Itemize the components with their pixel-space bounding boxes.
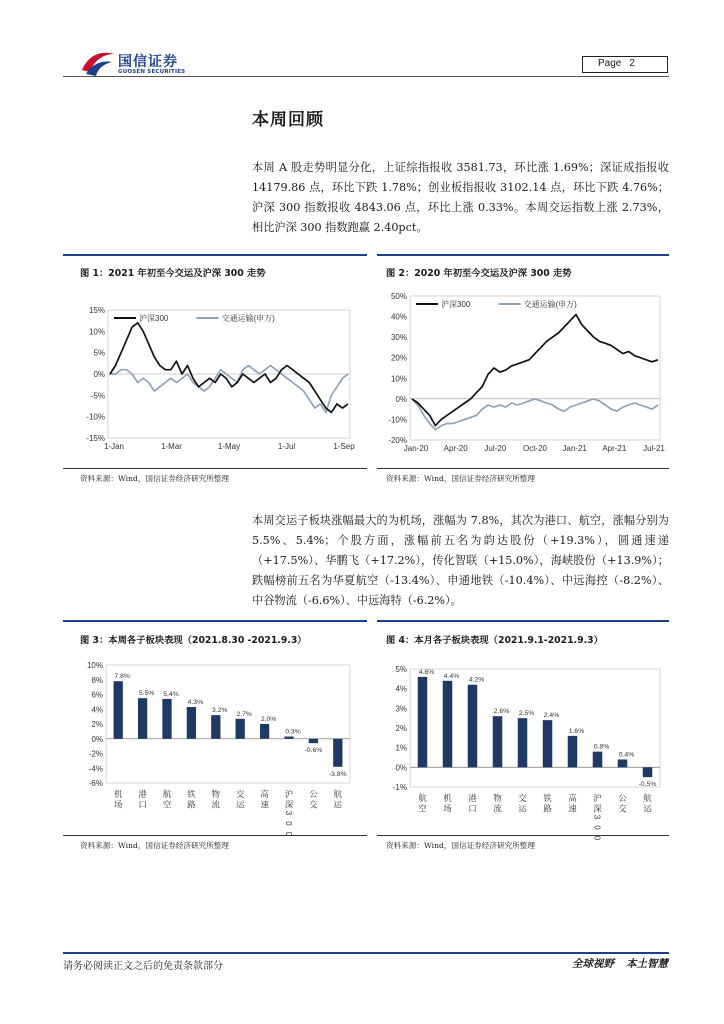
category-label-char: 公 [618, 793, 627, 803]
bar-value-label: 0.8% [593, 743, 610, 751]
legend-label: 沪深300 [441, 300, 471, 309]
section-title: 本周回顾 [252, 110, 324, 130]
bar [211, 715, 220, 739]
category-label-char: 铁 [187, 789, 196, 799]
bar [518, 718, 528, 767]
category-label-char: 交 [618, 803, 627, 814]
y-tick-label: 4% [395, 684, 407, 694]
bar [138, 698, 147, 739]
category-label-char: 航 [643, 793, 652, 803]
y-tick-label: 4% [91, 705, 103, 715]
category-label-char: 航 [162, 789, 172, 799]
category-label-char: 运 [235, 799, 245, 810]
bar [236, 719, 245, 739]
category-label-char: 空 [418, 803, 427, 814]
category-label-char: 0 [592, 835, 602, 841]
bar [593, 752, 603, 768]
y-tick-label: 50% [390, 292, 407, 301]
bar-value-label: 3.2% [212, 707, 228, 715]
bar-value-label: -0.5% [638, 781, 657, 789]
y-tick-label: 0% [395, 394, 407, 404]
series-line [110, 366, 348, 413]
bar [333, 739, 342, 767]
bar-value-label: 4.4% [443, 672, 460, 680]
category-label-char: 场 [443, 803, 452, 814]
category-label-char: 0 [592, 825, 602, 830]
bar [443, 681, 453, 768]
x-tick-label: Jul-21 [643, 444, 665, 453]
y-tick-label: 5% [93, 348, 105, 358]
category-label-char: 口 [468, 803, 477, 814]
category-label-char: 运 [333, 799, 343, 810]
category-label-char: 0 [284, 831, 293, 837]
y-tick-label: 20% [390, 353, 407, 363]
x-tick-label: Jan-20 [403, 444, 429, 453]
category-label-char: 路 [187, 799, 196, 810]
bar-value-label: -0.6% [304, 747, 323, 755]
category-label-char: 物 [493, 793, 502, 803]
fig4-bottom-rule [377, 835, 669, 836]
fig1-line-chart [78, 290, 356, 458]
bar [543, 720, 553, 767]
category-label-char: 沪 [284, 789, 294, 799]
category-label-char: 0 [284, 821, 293, 826]
sector-performance-paragraph: 本周交运子板块涨幅最大的为机场，涨幅为 7.8%，其次为港口、航空，涨幅分别为 5.5%、5.4%；个股方面，涨幅前五名为韵达股份（+19.3%），圆通速递（+17.5%）、华鹏飞（+17.2%），传化智联（+15.0%），海峡股份（+13.9%）；跌幅榜前五名为华夏航空（-13.4%）、申通地铁（-10.4%）、中远海控（-8.2%）、中谷物流（-6.6%）、中远海特（-6.2%）。 [252, 514, 669, 607]
category-label-char: 运 [518, 803, 527, 814]
y-tick-label: 10% [86, 661, 103, 670]
category-label-char: 空 [162, 799, 172, 810]
category-label-char: 机 [443, 793, 452, 803]
bar-value-label: 2.6% [493, 708, 510, 716]
bar-value-label: 4.6% [418, 668, 435, 676]
fig4-top-rule [377, 620, 669, 622]
fig2-bottom-rule [377, 468, 669, 469]
bar [618, 759, 628, 767]
series-line [110, 323, 348, 413]
y-tick-label: 15% [88, 306, 105, 315]
x-tick-label: 1-Jan [103, 442, 125, 451]
bar-value-label: 0.3% [285, 728, 301, 736]
y-tick-label: -5% [90, 391, 105, 401]
footer-slogan [560, 956, 668, 971]
y-tick-label: -2% [88, 749, 103, 759]
fig4-bar-chart [382, 655, 666, 841]
category-label-char: 3 [284, 810, 293, 816]
bar-value-label: 4.2% [468, 676, 485, 684]
legend-label: 交通运输(申万) [221, 314, 275, 323]
y-tick-label: 40% [390, 312, 407, 322]
legend-label: 沪深300 [139, 314, 169, 323]
x-tick-label: Apr-21 [602, 444, 627, 453]
x-tick-label: Jul-20 [484, 444, 507, 453]
category-label-char: 港 [138, 789, 147, 799]
bar [468, 685, 478, 768]
fig1-title: 图 1：2021 年初至今交运及沪深 300 走势 [80, 268, 266, 279]
category-label-char: 交 [518, 793, 527, 803]
bar-value-label: 5.4% [163, 690, 179, 698]
y-tick-label: 10% [390, 374, 407, 384]
category-label-char: 深 [284, 799, 294, 810]
category-label-char: 港 [468, 793, 477, 803]
fig3-bar-chart [78, 655, 358, 837]
y-tick-label: 30% [390, 333, 407, 343]
y-tick-label: 2% [91, 720, 103, 729]
header-divider [63, 76, 669, 77]
bar [114, 681, 123, 739]
category-label-char: 机 [113, 789, 123, 799]
y-tick-label: -10% [388, 415, 407, 425]
y-tick-label: 3% [395, 704, 407, 714]
bar-value-label: 1.6% [568, 727, 585, 735]
bar [418, 677, 428, 767]
y-tick-label: 0% [93, 370, 105, 379]
category-label-char: 沪 [593, 793, 602, 803]
bar-value-label: 2.5% [518, 710, 535, 718]
legend-label: 交通运输(申万) [523, 300, 577, 309]
category-label-char: 3 [592, 814, 602, 820]
x-tick-label: 1-Sep [333, 442, 355, 451]
page-label: Page [598, 58, 622, 69]
y-tick-label: -10% [86, 412, 105, 422]
fig3-source: 资料来源：Wind，国信证券经济研究所整理 [80, 841, 229, 850]
category-label-char: 路 [543, 803, 552, 814]
bar-value-label: 2.7% [236, 710, 252, 718]
slogan-global: 全球视野 [572, 958, 614, 970]
x-tick-label: Apr-20 [443, 444, 468, 453]
category-label-char: 流 [493, 803, 502, 814]
bar-value-label: 0.4% [618, 751, 635, 759]
bar-value-label: 7.8% [114, 673, 130, 681]
fig1-top-rule [63, 254, 367, 256]
fig4-title: 图 4：本月各子板块表现（2021.9.1-2021.9.3） [386, 635, 603, 646]
category-label-char: 物 [211, 789, 221, 799]
bar [568, 736, 578, 767]
x-tick-label: 1-Jul [277, 442, 296, 451]
bar-value-label: 5.5% [138, 690, 155, 698]
category-label-char: 交 [309, 799, 318, 810]
bar-value-label: 2.4% [543, 712, 560, 720]
logo-text-en: GUOSEN SECURITIES [118, 69, 186, 75]
bar-value-label: 4.3% [187, 699, 204, 707]
y-tick-label: -4% [88, 764, 103, 774]
category-label-char: 铁 [543, 793, 552, 803]
bar [643, 767, 653, 777]
fig2-line-chart [382, 288, 666, 460]
bar [260, 724, 269, 739]
y-tick-label: 0% [395, 763, 407, 773]
fig3-title: 图 3：本周各子板块表现（2021.8.30 -2021.9.3） [80, 635, 307, 646]
bar [493, 716, 503, 767]
fig2-top-rule [377, 254, 669, 256]
page-indicator [582, 56, 668, 73]
category-label-char: 航 [418, 793, 427, 803]
category-label-char: 流 [211, 799, 221, 810]
guosen-logo-icon [80, 48, 116, 78]
category-label-char: 深 [593, 803, 602, 814]
y-tick-label: 8% [91, 675, 103, 685]
logo-text-cn: 国信证券 [118, 54, 178, 70]
category-label-char: 运 [643, 803, 652, 814]
category-label-char: 速 [260, 799, 269, 810]
category-label-char: 高 [260, 789, 269, 799]
x-tick-label: Oct-20 [522, 444, 548, 453]
y-tick-label: -20% [388, 436, 407, 445]
category-label-char: 航 [333, 789, 343, 799]
page-number: 2 [629, 58, 635, 69]
x-tick-label: 1-May [217, 442, 241, 451]
x-tick-label: Jan-21 [562, 444, 587, 453]
fig1-bottom-rule [63, 468, 367, 469]
category-label-char: 公 [309, 789, 318, 799]
bar-value-label: 2.0% [260, 716, 277, 723]
y-tick-label: -15% [86, 434, 105, 443]
y-tick-label: 1% [395, 743, 407, 753]
y-tick-label: 5% [395, 665, 407, 674]
category-label-char: 场 [113, 799, 123, 810]
bar-value-label: -3.8% [328, 770, 347, 778]
fig3-top-rule [63, 620, 367, 622]
y-tick-label: 10% [88, 327, 105, 337]
y-tick-label: 2% [395, 724, 407, 733]
y-tick-label: -1% [392, 783, 407, 792]
fig3-bottom-rule [63, 835, 367, 836]
bar [309, 739, 318, 743]
category-label-char: 口 [138, 799, 147, 810]
disclaimer-note: 请务必阅读正文之后的免责条款部分 [63, 961, 223, 972]
plot-frame [410, 296, 660, 440]
weekly-review-paragraph: 本周 A 股走势明显分化，上证综指报收 3581.73，环比涨 1.69%；深证成指报收 14179.86 点，环比下跌 1.78%；创业板指报收 3102.14 点，环比下跌 4.76%；沪深 300 指数报收 4843.06 点，环比上涨 0.33%。本周交运指数上涨 2.73%，相比沪深 300 指数跑赢 2.40pct。 [252, 161, 669, 234]
y-tick-label: 0% [91, 734, 103, 744]
footer-divider [63, 952, 669, 954]
category-label-char: 交 [235, 789, 245, 799]
fig1-source: 资料来源：Wind，国信证券经济研究所整理 [80, 474, 229, 483]
category-label-char: 速 [568, 803, 577, 814]
bar [284, 737, 293, 739]
fig2-source: 资料来源：Wind，国信证券经济研究所整理 [386, 474, 535, 483]
slogan-local: 本土智慧 [626, 958, 668, 970]
x-tick-label: 1-Mar [161, 442, 182, 451]
fig4-source: 资料来源：Wind，国信证券经济研究所整理 [386, 841, 535, 850]
bar [162, 699, 171, 739]
y-tick-label: 6% [91, 690, 103, 700]
fig2-title: 图 2：2020 年初至今交运及沪深 300 走势 [386, 268, 572, 279]
category-label-char: 高 [568, 793, 577, 803]
bar [187, 707, 196, 739]
y-tick-label: -6% [88, 779, 103, 788]
